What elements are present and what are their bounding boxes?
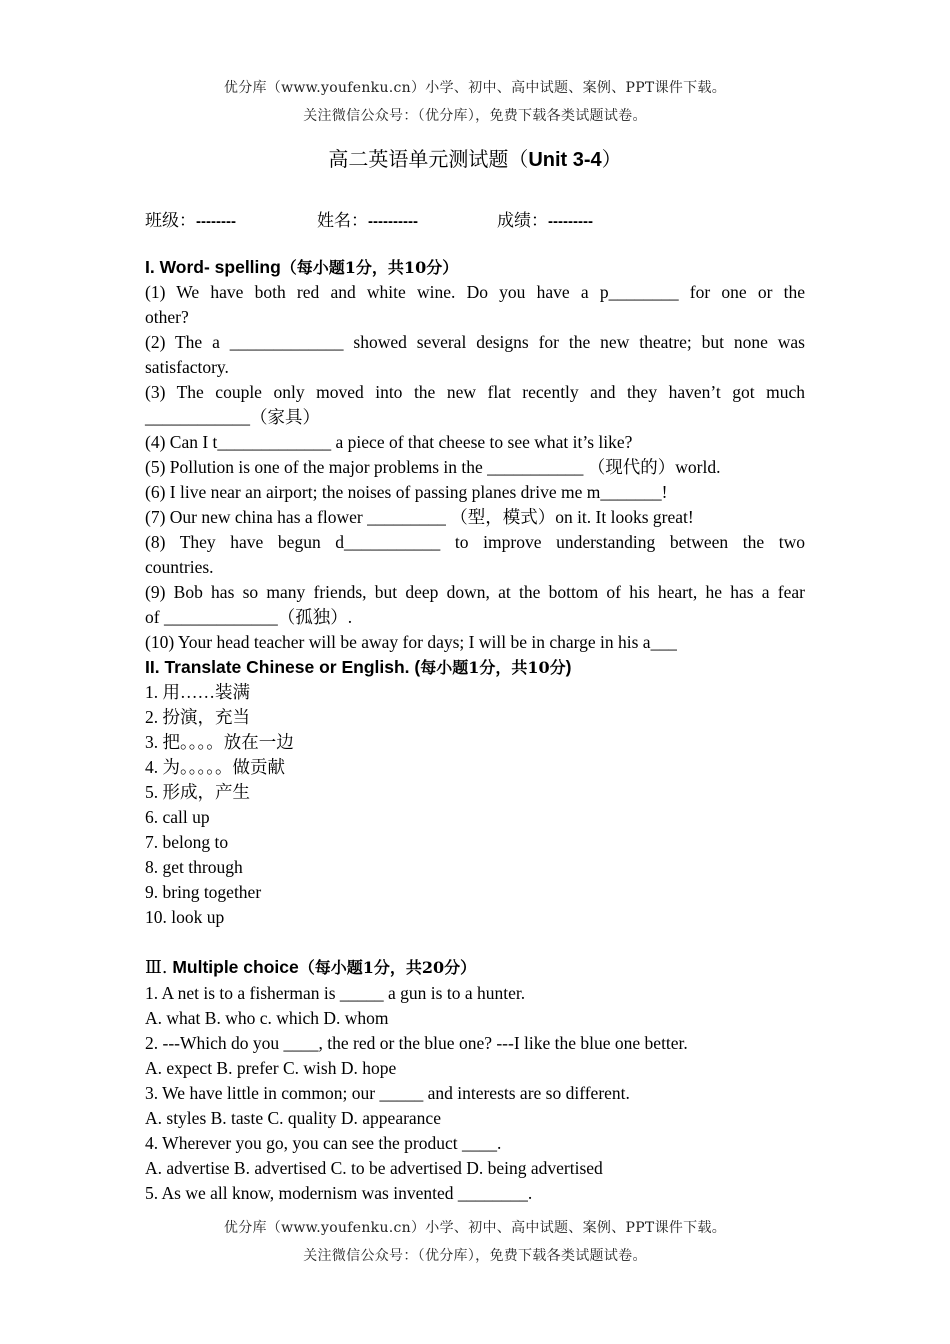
- question-9-line-2: of _____________（孤独）.: [145, 607, 353, 627]
- section-2-heading: II. Translate Chinese or English. (每小题1分，共10分): [145, 657, 572, 677]
- mc-question-4: 4. Wherever you go, you can see the product ____.: [145, 1133, 502, 1153]
- section-1-heading: I. Word- spelling（每小题1分，共10分）: [145, 257, 459, 277]
- translate-item-7: 7. belong to: [145, 832, 229, 852]
- score-field: 成绩：---------: [497, 211, 593, 231]
- question-1-line-2: other?: [145, 307, 189, 327]
- student-info-row: [145, 206, 593, 231]
- question-9-line-1: (9) Bob has so many friends, but deep down, at the bottom of his heart, he has a fear: [145, 582, 805, 602]
- translate-item-2: 2. 扮演，充当: [145, 707, 250, 727]
- translate-item-1: 1. 用……装满: [145, 682, 250, 702]
- mc-question-1: 1. A net is to a fisherman is _____ a gun is to a hunter.: [145, 983, 526, 1003]
- question-2-line-1: (2) The a _____________ showed several designs for the new theatre; but none was: [145, 332, 805, 352]
- mc-options-2: A. expect B. prefer C. wish D. hope: [145, 1058, 397, 1078]
- translate-item-9: 9. bring together: [145, 882, 262, 902]
- translate-item-10: 10. look up: [145, 907, 225, 927]
- header-line-1: 优分库（www.youfenku.cn）小学、初中、高中试题、案例、PPT课件下载。: [223, 80, 727, 96]
- section-3-heading: Ⅲ. Multiple choice（每小题1分，共20分）: [145, 957, 477, 978]
- mc-question-3: 3. We have little in common; our _____ and interests are so different.: [145, 1083, 630, 1103]
- mc-question-2: 2. ---Which do you ____, the red or the blue one? ---I like the blue one better.: [145, 1033, 688, 1053]
- question-5: (5) Pollution is one of the major problems in the ___________ （现代的）world.: [145, 457, 721, 477]
- exam-content: [145, 255, 805, 1206]
- header-line-2: 关注微信公众号：（优分库），免费下载各类试题试卷。: [303, 108, 647, 124]
- translate-item-5: 5. 形成，产生: [145, 782, 250, 802]
- class-field: 班级：--------: [145, 211, 236, 231]
- question-1-line-1: (1) We have both red and white wine. Do you have a p________ for one or the: [145, 282, 805, 302]
- page-title: 高二英语单元测试题（Unit 3-4）: [328, 147, 622, 171]
- mc-question-5: 5. As we all know, modernism was invented ________.: [145, 1183, 533, 1203]
- mc-options-1: A. what B. who c. which D. whom: [145, 1008, 389, 1028]
- mc-options-3: A. styles B. taste C. quality D. appearance: [145, 1108, 441, 1128]
- translate-item-6: 6. call up: [145, 807, 210, 827]
- question-8-line-2: countries.: [145, 557, 214, 577]
- translate-item-8: 8. get through: [145, 857, 243, 877]
- question-7: (7) Our new china has a flower _________ （型，模式）on it. It looks great!: [145, 507, 694, 527]
- translate-item-3: 3. 把。。。。放在一边: [145, 732, 294, 752]
- mc-options-4: A. advertise B. advertised C. to be advertised D. being advertised: [145, 1158, 603, 1178]
- question-2-line-2: satisfactory.: [145, 357, 229, 377]
- question-8-line-1: (8) They have begun d___________ to improve understanding between the two: [145, 532, 805, 552]
- footer-line-1: 优分库（www.youfenku.cn）小学、初中、高中试题、案例、PPT课件下载。: [223, 1220, 727, 1236]
- question-6: (6) I live near an airport; the noises of passing planes drive me m_______!: [145, 482, 668, 502]
- name-field: 姓名：----------: [317, 211, 418, 231]
- question-3-line-1: (3) The couple only moved into the new flat recently and they haven’t got much: [145, 382, 805, 402]
- translate-item-4: 4. 为。。。。。做贡献: [145, 757, 285, 777]
- question-3-line-2: ____________（家具）: [145, 407, 320, 427]
- title-unit: Unit 3-4: [528, 149, 602, 171]
- question-10: (10) Your head teacher will be away for days; I will be in charge in his a___: [145, 632, 677, 652]
- footer-line-2: 关注微信公众号：（优分库），免费下载各类试题试卷。: [303, 1248, 647, 1264]
- question-4: (4) Can I t_____________ a piece of that cheese to see what it’s like?: [145, 432, 633, 452]
- section-spacer: [145, 930, 805, 955]
